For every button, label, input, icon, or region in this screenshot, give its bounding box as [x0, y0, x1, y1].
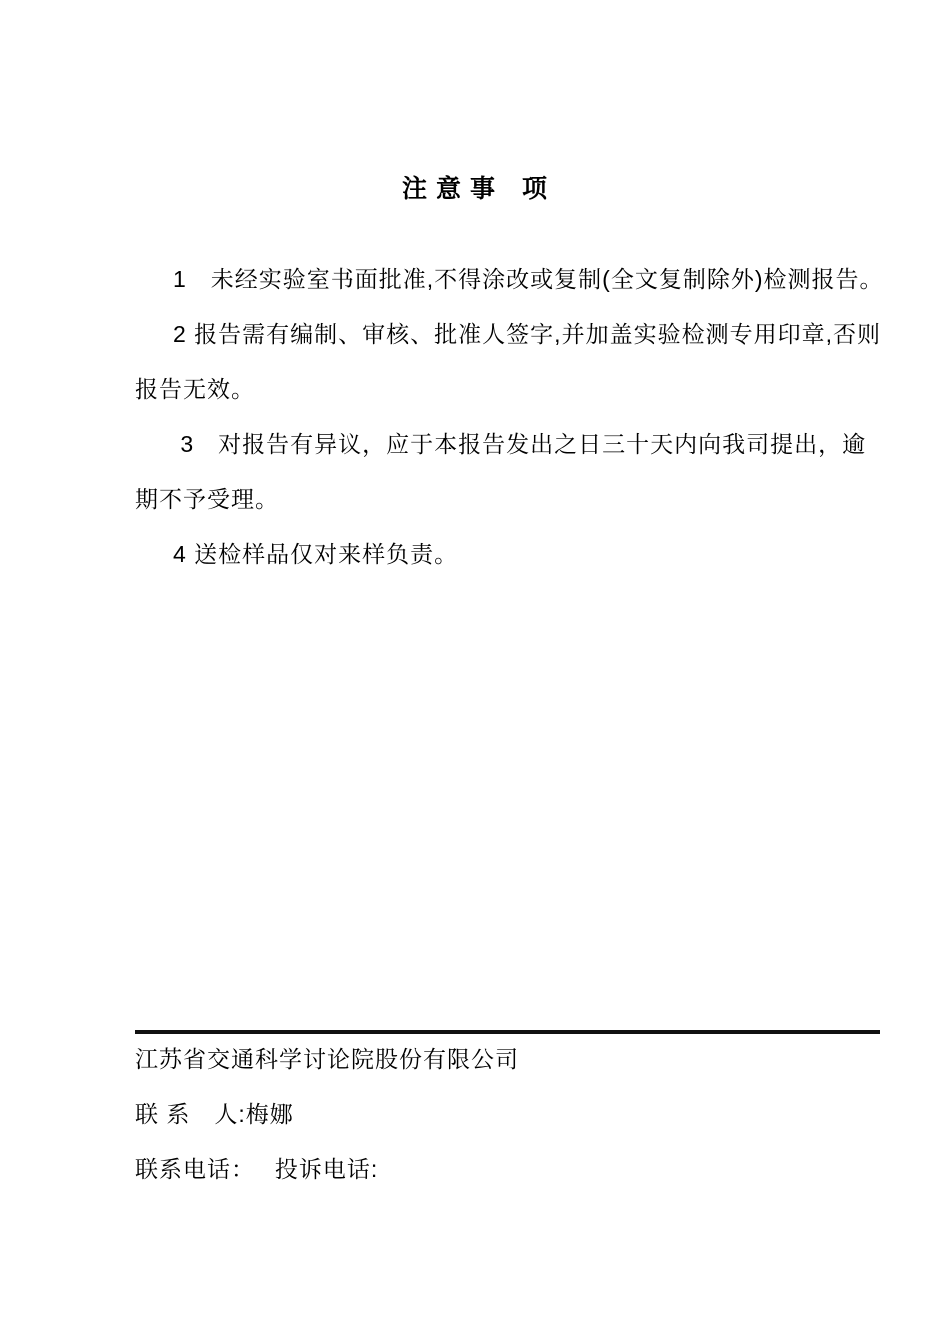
- footer-company-name: 江苏省交通科学讨论院股份有限公司: [135, 1046, 519, 1072]
- footer-phone-line: 联系电话： 投诉电话:: [135, 1156, 379, 1182]
- notice-item-2-line-1: 2 报告需有编制、审核、批准人签字,并加盖实验检测专用印章,否则: [173, 321, 881, 347]
- notice-item-4: 4 送检样品仅对来样负责。: [173, 541, 459, 567]
- footer-contact-person: 联 系 人:梅娜: [135, 1101, 294, 1127]
- notice-item-1: 1 未经实验室书面批准,不得涂改或复制(全文复制除外)检测报告。: [173, 266, 884, 292]
- notice-item-3-line-2: 期不予受理。: [135, 486, 279, 512]
- page-title: 注 意 事 项: [402, 175, 548, 203]
- notice-body: [135, 252, 884, 582]
- notice-item-3-line-1: 3 对报告有异议，应于本报告发出之日三十天内向我司提出，逾: [173, 431, 867, 457]
- notice-item-2-line-2: 报告无效。: [135, 376, 255, 402]
- footer: [135, 1032, 880, 1197]
